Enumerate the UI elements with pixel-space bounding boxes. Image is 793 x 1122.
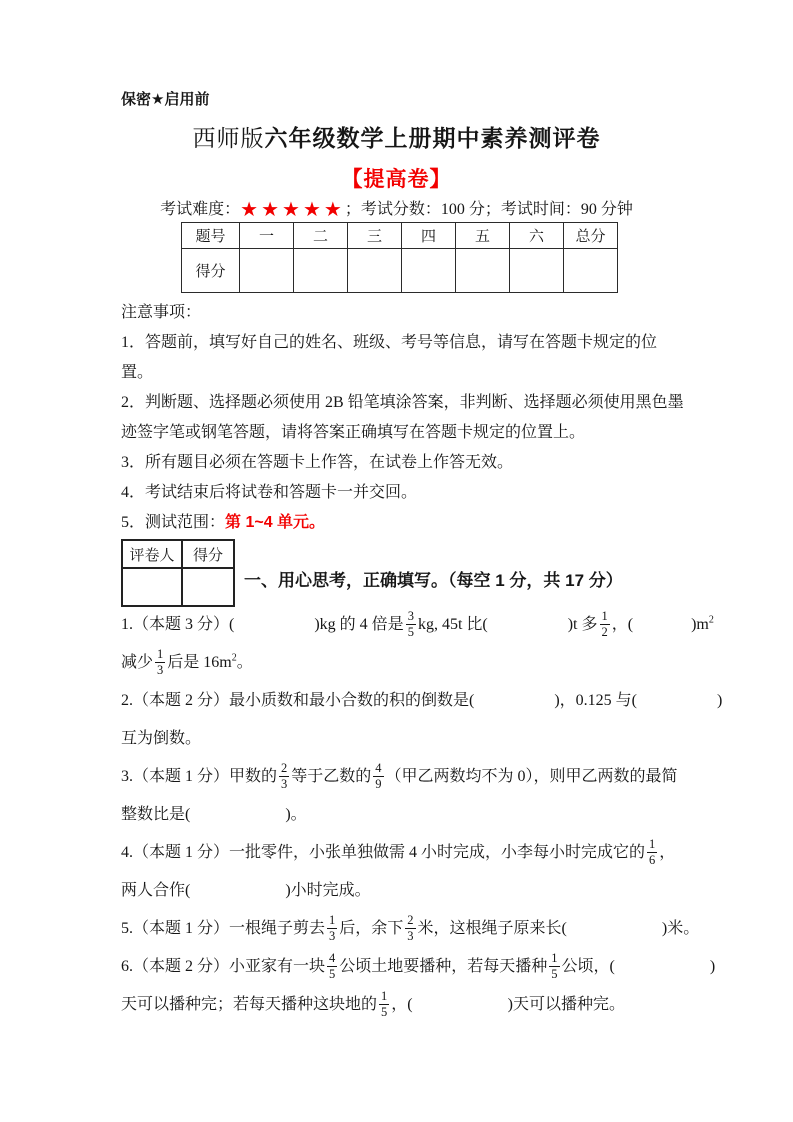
score-empty-cell	[456, 249, 510, 293]
notes-title: 注意事项：	[121, 304, 202, 321]
fill-in-blank	[615, 970, 710, 971]
fill-in-blank	[633, 628, 691, 629]
score-empty-cell	[564, 249, 618, 293]
fraction: $\frac{4}{5}$	[329, 951, 336, 981]
score-table-header: 五	[456, 223, 510, 249]
score-row-label: 得分	[182, 249, 240, 293]
note-item: 3．所有题目必须在答题卡上作答，在试卷上作答无效。	[121, 454, 514, 471]
notes-block	[121, 298, 687, 538]
page-title	[0, 120, 793, 153]
fraction: $\frac{2}{3}$	[281, 761, 288, 791]
fill-in-blank	[637, 704, 717, 705]
fraction: $\frac{1}{5}$	[551, 951, 558, 981]
score-table	[181, 222, 618, 293]
fill-in-blank	[413, 1008, 508, 1009]
score-table-header: 四	[402, 223, 456, 249]
grader-table-empty-cell	[122, 568, 182, 606]
highlight-red-text: 第 1~4 单元。	[225, 514, 326, 531]
question-2: 2.（本题 2 分）最小质数和最小合数的积的倒数是( )，0.125 与( ) 互为倒数。	[121, 692, 723, 747]
fraction: $\frac{2}{3}$	[407, 913, 414, 943]
confidential-label: 保密★启用前	[121, 91, 210, 108]
fraction: $\frac{3}{5}$	[407, 609, 414, 639]
question-4: 4.（本题 1 分）一批零件，小张单独做需 4 小时完成，小李每小时完成它的 $\frac{1}{6}$ ， 两人合作( )小时完成。	[121, 837, 676, 899]
superscript: 2	[231, 652, 237, 664]
score-empty-cell	[294, 249, 348, 293]
score-table-header: 三	[348, 223, 402, 249]
score-empty-cell	[348, 249, 402, 293]
score-table-header: 二	[294, 223, 348, 249]
score-empty-cell	[402, 249, 456, 293]
exam-info-rest: ；考试分数：100 分；考试时间：90 分钟	[344, 201, 633, 218]
grader-table-empty-cell	[182, 568, 234, 606]
grader-score-table	[121, 539, 235, 607]
question-6: 6.（本题 2 分）小亚家有一块 $\frac{4}{5}$ 公顷土地要播种，若每天播种 $\frac{1}{5}$ 公顷，( ) 天可以播种完；若每天播种这块地的 $\frac{1}{5}$ ，( )天可以播种完。	[121, 951, 716, 1019]
title-main: 六年级数学上册期中素养测评卷	[264, 125, 601, 151]
title-edition: 西师版	[192, 125, 265, 151]
note-item: 4．考试结束后将试卷和答题卡一并交回。	[121, 484, 418, 501]
question-1: 1.（本题 3 分）( )kg 的 4 倍是 $\frac{3}{5}$ kg, 45t 比( )t 多 $\frac{1}{2}$ ，( )$m^2$ 减少 $\frac{1}{3}$ 后是 $16m^2$。	[121, 609, 714, 677]
difficulty-label: 考试难度：	[160, 201, 241, 218]
section-1-heading: 一、用心思考，正确填写。（每空 1 分，共 17 分）	[244, 571, 623, 590]
score-table-label: 题号	[182, 223, 240, 249]
fill-in-blank	[234, 628, 314, 629]
fill-in-blank	[567, 932, 662, 933]
fill-in-blank	[190, 894, 285, 895]
note-item: 1．答题前，填写好自己的姓名、班级、考号等信息，请写在答题卡规定的位置。	[121, 334, 658, 381]
fill-in-blank	[474, 704, 554, 705]
score-table-header: 六	[510, 223, 564, 249]
question-3: 3.（本题 1 分）甲数的 $\frac{2}{3}$ 等于乙数的 $\frac{4}{9}$ （甲乙两数均不为 0），则甲乙两数的最简 整数比是( )。	[121, 761, 678, 823]
difficulty-stars-icon: ★★★★★	[240, 199, 345, 221]
fill-in-blank	[488, 628, 568, 629]
exam-info-line	[0, 196, 793, 222]
superscript: 2	[708, 614, 714, 626]
question-5: 5.（本题 1 分）一根绳子剪去 $\frac{1}{3}$ 后，余下 $\frac{2}{3}$ 米，这根绳子原来长( )米。	[121, 913, 700, 943]
fraction: $\frac{4}{9}$	[375, 761, 382, 791]
note-item: 5．测试范围：第 1~4 单元。	[121, 514, 326, 531]
grader-table-header: 得分	[182, 540, 234, 568]
fill-in-blank	[190, 818, 285, 819]
score-table-header: 一	[240, 223, 294, 249]
fraction: $\frac{1}{5}$	[381, 989, 388, 1019]
fraction: $\frac{1}{2}$	[601, 609, 608, 639]
fraction: $\frac{1}{3}$	[329, 913, 336, 943]
fraction: $\frac{1}{6}$	[649, 837, 656, 867]
grader-table-header: 评卷人	[122, 540, 182, 568]
note-item: 2．判断题、选择题必须使用 2B 铅笔填涂答案，非判断、选择题必须使用黑色墨迹签字笔或钢笔答题，请将答案正确填写在答题卡规定的位置上。	[121, 394, 684, 441]
questions-block	[121, 606, 723, 1024]
score-table-header: 总分	[564, 223, 618, 249]
fraction: $\frac{1}{3}$	[157, 647, 164, 677]
score-empty-cell	[240, 249, 294, 293]
score-empty-cell	[510, 249, 564, 293]
subtitle-band: 【提高卷】	[341, 168, 452, 191]
